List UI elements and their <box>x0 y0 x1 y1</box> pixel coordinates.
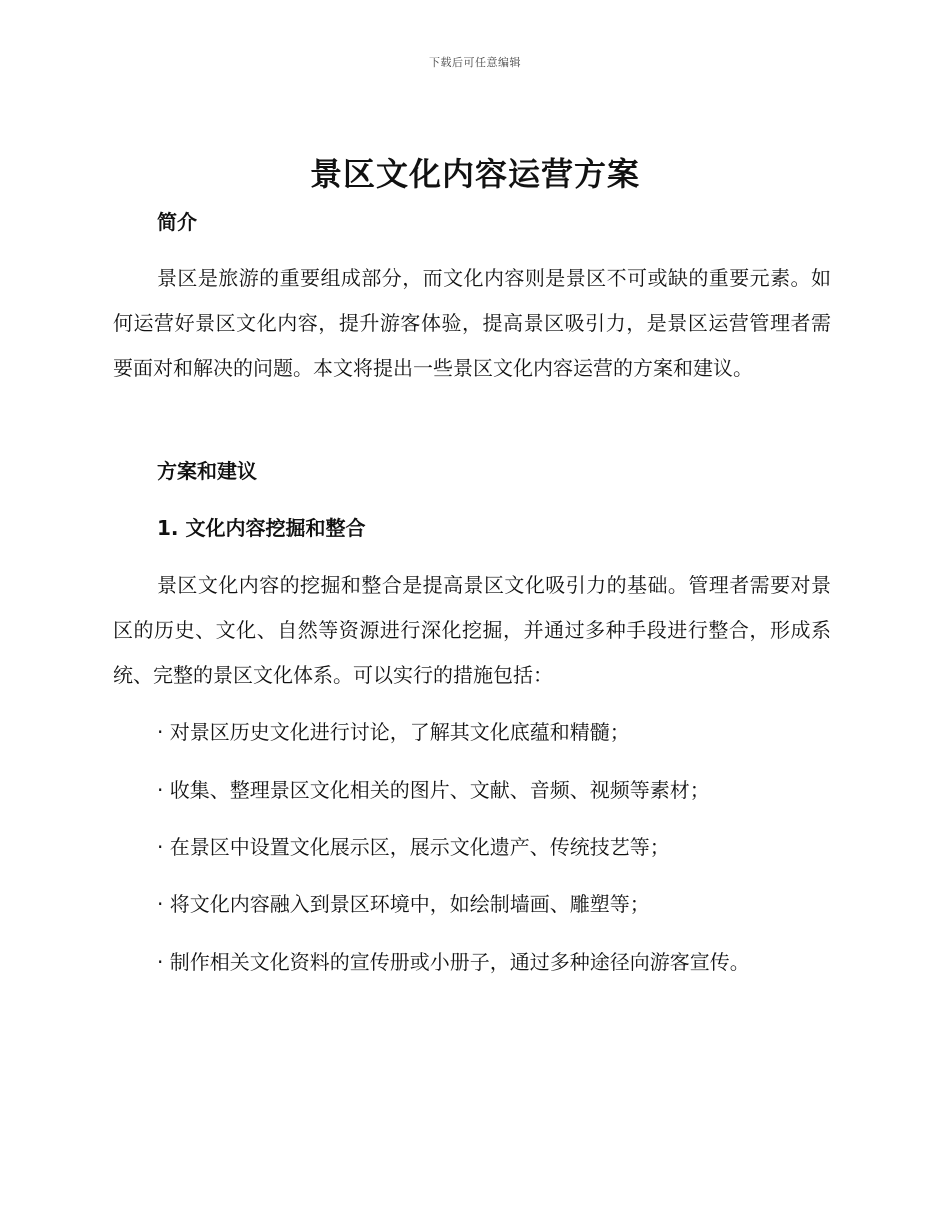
list-item: · 将文化内容融入到景区环境中，如绘制墙画、雕塑等； <box>157 892 650 916</box>
intro-paragraph: 景区是旅游的重要组成部分，而文化内容则是景区不可或缺的重要元素。如何运营好景区文化内容，提升游客体验，提高景区吸引力，是景区运营管理者需要面对和解决的问题。本文将提出一些景区文化内容运营的方案和建议。 <box>113 266 831 380</box>
content-mining-paragraph: 景区文化内容的挖掘和整合是提高景区文化吸引力的基础。管理者需要对景区的历史、文化、自然等资源进行深化挖掘，并通过多种手段进行整合，形成系统、完整的景区文化体系。可以实行的措施包括： <box>113 573 831 687</box>
list-item: · 制作相关文化资料的宣传册或小册子，通过多种途径向游客宣传。 <box>157 950 750 974</box>
section-heading-plan: 方案和建议 <box>157 459 257 483</box>
list-item: · 对景区历史文化进行讨论，了解其文化底蕴和精髓； <box>157 720 630 744</box>
list-item: · 在景区中设置文化展示区，展示文化遗产、传统技艺等； <box>157 835 670 859</box>
list-item: · 收集、整理景区文化相关的图片、文献、音频、视频等素材； <box>157 778 710 802</box>
section-heading-intro: 简介 <box>157 210 197 234</box>
document-title: 景区文化内容运营方案 <box>309 155 640 193</box>
sub-heading-content-mining: 1. 文化内容挖掘和整合 <box>157 516 366 540</box>
header-note: 下载后可任意编辑 <box>429 56 521 69</box>
